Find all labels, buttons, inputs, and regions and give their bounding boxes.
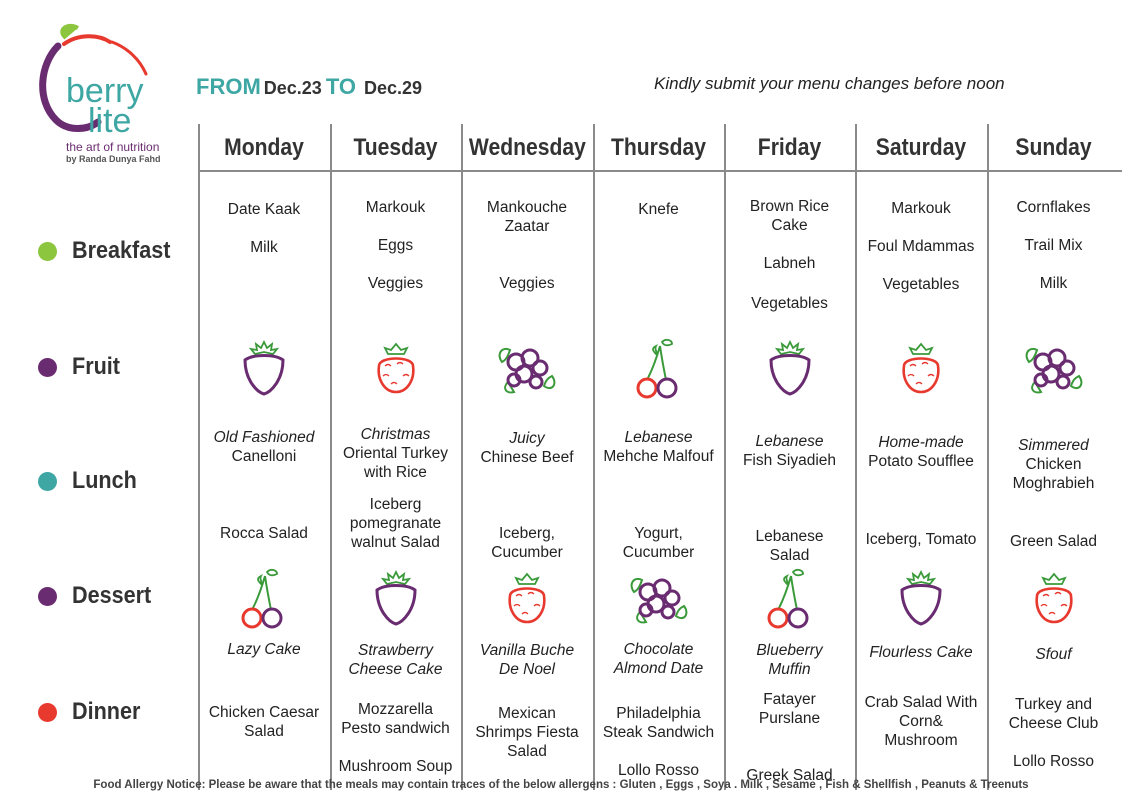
breakfast-item: Milk	[250, 239, 278, 256]
meal-label: Fruit	[72, 353, 120, 380]
strawberry-icon	[231, 336, 297, 402]
svg-text:berry: berry	[66, 72, 144, 110]
lunch-dish-descriptor: Old Fashioned	[213, 429, 315, 446]
breakfast-item: Trail Mix	[1024, 237, 1083, 254]
column-divider	[855, 124, 857, 790]
meal-label: Lunch	[72, 467, 137, 494]
date-range	[196, 74, 426, 104]
lunch-dish-name: Oriental Turkey with Rice	[342, 445, 449, 481]
meal-dessert	[38, 582, 160, 610]
strawberry-icon	[757, 336, 823, 402]
dinner-item: Lollo Rosso	[1013, 753, 1094, 770]
logo-byline: by Randa Dunya Fahd	[66, 154, 161, 164]
column-divider	[724, 124, 726, 790]
lunch-dish-descriptor: Lebanese	[755, 433, 824, 450]
dessert-item: Vanilla Buche De Noel	[479, 642, 575, 678]
breakfast-item: Vegetables	[751, 295, 828, 312]
to-date: Dec.29	[363, 78, 423, 98]
from-date: Dec.23	[263, 78, 322, 98]
dessert-dot-icon	[38, 587, 57, 606]
lunch-salad: Iceberg pomegranate walnut Salad	[349, 496, 442, 551]
breakfast-item: Veggies	[367, 275, 424, 292]
breakfast-item: Mankouche Zaatar	[486, 199, 568, 235]
dessert-item: Flourless Cake	[869, 644, 973, 661]
lunch-dish-descriptor: Home-made	[878, 434, 964, 451]
dinner-item: Mexican Shrimps Fiesta Salad	[475, 705, 579, 760]
dinner-item: Crab Salad With Corn& Mushroom	[864, 694, 978, 749]
dinner-item: Mozzarella Pesto sandwich	[341, 701, 450, 737]
lunch-salad: Green Salad	[1009, 533, 1098, 550]
lunch-salad: Iceberg, Tomato	[865, 531, 977, 548]
svg-text:lite: lite	[88, 102, 132, 140]
lunch-dish-descriptor: Lebanese	[624, 429, 693, 446]
breakfast-item: Brown Rice Cake	[749, 198, 830, 234]
breakfast-item: Veggies	[499, 275, 555, 292]
from-label: FROM	[196, 74, 261, 99]
day-header-sunday: Sunday	[1015, 134, 1092, 161]
meal-dinner	[38, 698, 148, 726]
day-header-saturday: Saturday	[875, 134, 967, 161]
column-divider	[330, 124, 332, 790]
breakfast-item: Markouk	[891, 200, 951, 217]
lunch-salad: Lebanese Salad	[755, 528, 824, 564]
breakfast-item: Markouk	[365, 199, 426, 216]
day-header-wednesday: Wednesday	[468, 134, 586, 161]
column-divider	[987, 124, 989, 790]
raspberry-icon	[1021, 566, 1087, 632]
dessert-item: Sfouf	[1035, 646, 1072, 663]
to-label: TO	[325, 74, 356, 99]
meal-label: Dinner	[72, 698, 141, 725]
lunch-dish-descriptor: Simmered	[1018, 437, 1089, 454]
allergy-notice: Food Allergy Notice: Please be aware that the meals may contain traces of the below allergens : Gluten , Eggs , Soya . Milk , Sesame , Fish & Shellfish , Peanuts & Treenuts	[93, 779, 1029, 791]
meal-fruit	[38, 353, 125, 381]
lunch-main	[865, 433, 977, 471]
dinner-item: Fatayer Purslane	[758, 691, 821, 727]
lunch-dot-icon	[38, 472, 57, 491]
dinner-item: Chicken Caesar Salad	[208, 704, 320, 740]
meal-lunch	[38, 467, 144, 495]
lunch-dish-name: Chicken Moghrabieh	[1012, 456, 1095, 492]
dinner-item: Lollo Rosso	[618, 762, 699, 779]
meal-label: Dessert	[72, 582, 152, 609]
lunch-main	[603, 428, 714, 466]
column-divider	[593, 124, 595, 790]
lunch-dish-name: Fish Siyadieh	[742, 452, 837, 469]
dessert-item: Chocolate Almond Date	[613, 641, 704, 677]
logo-tagline: the art of nutrition	[66, 140, 160, 154]
breakfast-item: Eggs	[377, 237, 414, 254]
column-divider	[198, 124, 200, 790]
blueberry-icon	[626, 566, 692, 632]
breakfast-item: Labneh	[763, 255, 816, 272]
fruit-dot-icon	[38, 358, 57, 377]
lunch-dish-descriptor: Christmas	[360, 426, 431, 443]
lunch-dish-name: Chinese Beef	[480, 449, 574, 466]
lunch-main	[208, 428, 320, 466]
dinner-item: Turkey and Cheese Club	[1008, 696, 1099, 732]
meal-label: Breakfast	[72, 237, 171, 264]
strawberry-icon	[888, 566, 954, 632]
lunch-main	[471, 429, 583, 467]
strawberry-icon	[363, 566, 429, 632]
dinner-item: Philadelphia Steak Sandwich	[602, 705, 715, 741]
lunch-main	[734, 432, 845, 470]
breakfast-item: Milk	[1039, 275, 1068, 292]
raspberry-icon	[363, 336, 429, 402]
lunch-salad: Iceberg, Cucumber	[491, 525, 563, 561]
header-divider	[198, 170, 1122, 172]
day-header-thursday: Thursday	[610, 134, 707, 161]
dessert-item: Strawberry Cheese Cake	[348, 642, 443, 678]
dinner-item: Greek Salad	[746, 767, 833, 784]
raspberry-icon	[888, 336, 954, 402]
cherry-icon	[626, 336, 692, 402]
breakfast-item: Date Kaak	[227, 201, 301, 218]
breakfast-dot-icon	[38, 242, 57, 261]
dinner-dot-icon	[38, 703, 57, 722]
column-divider	[461, 124, 463, 790]
day-header-friday: Friday	[757, 134, 822, 161]
cherry-icon	[231, 566, 297, 632]
lunch-dish-descriptor: Juicy	[509, 430, 545, 447]
lunch-salad: Rocca Salad	[220, 525, 308, 542]
raspberry-icon	[494, 566, 560, 632]
breakfast-item: Foul Mdammas	[867, 238, 975, 255]
lunch-main	[340, 425, 451, 482]
dessert-item: Blueberry Muffin	[756, 642, 823, 678]
day-header-monday: Monday	[224, 134, 304, 161]
breakfast-item: Knefe	[638, 201, 679, 218]
breakfast-item: Cornflakes	[1016, 199, 1091, 216]
dinner-item: Mushroom Soup	[338, 758, 453, 775]
lunch-salad: Yogurt, Cucumber	[622, 525, 695, 561]
submission-notice: Kindly submit your menu changes before noon	[654, 74, 1005, 93]
breakfast-item: Vegetables	[882, 276, 960, 293]
blueberry-icon	[1021, 336, 1087, 402]
lunch-dish-name: Potato Soufflee	[868, 453, 974, 470]
lunch-dish-name: Mehche Malfouf	[603, 448, 714, 465]
blueberry-icon	[494, 336, 560, 402]
lunch-main	[997, 436, 1110, 493]
lunch-dish-name: Canelloni	[231, 448, 297, 465]
day-header-tuesday: Tuesday	[353, 134, 438, 161]
meal-breakfast	[38, 237, 181, 265]
cherry-icon	[757, 566, 823, 632]
dessert-item: Lazy Cake	[227, 641, 301, 658]
